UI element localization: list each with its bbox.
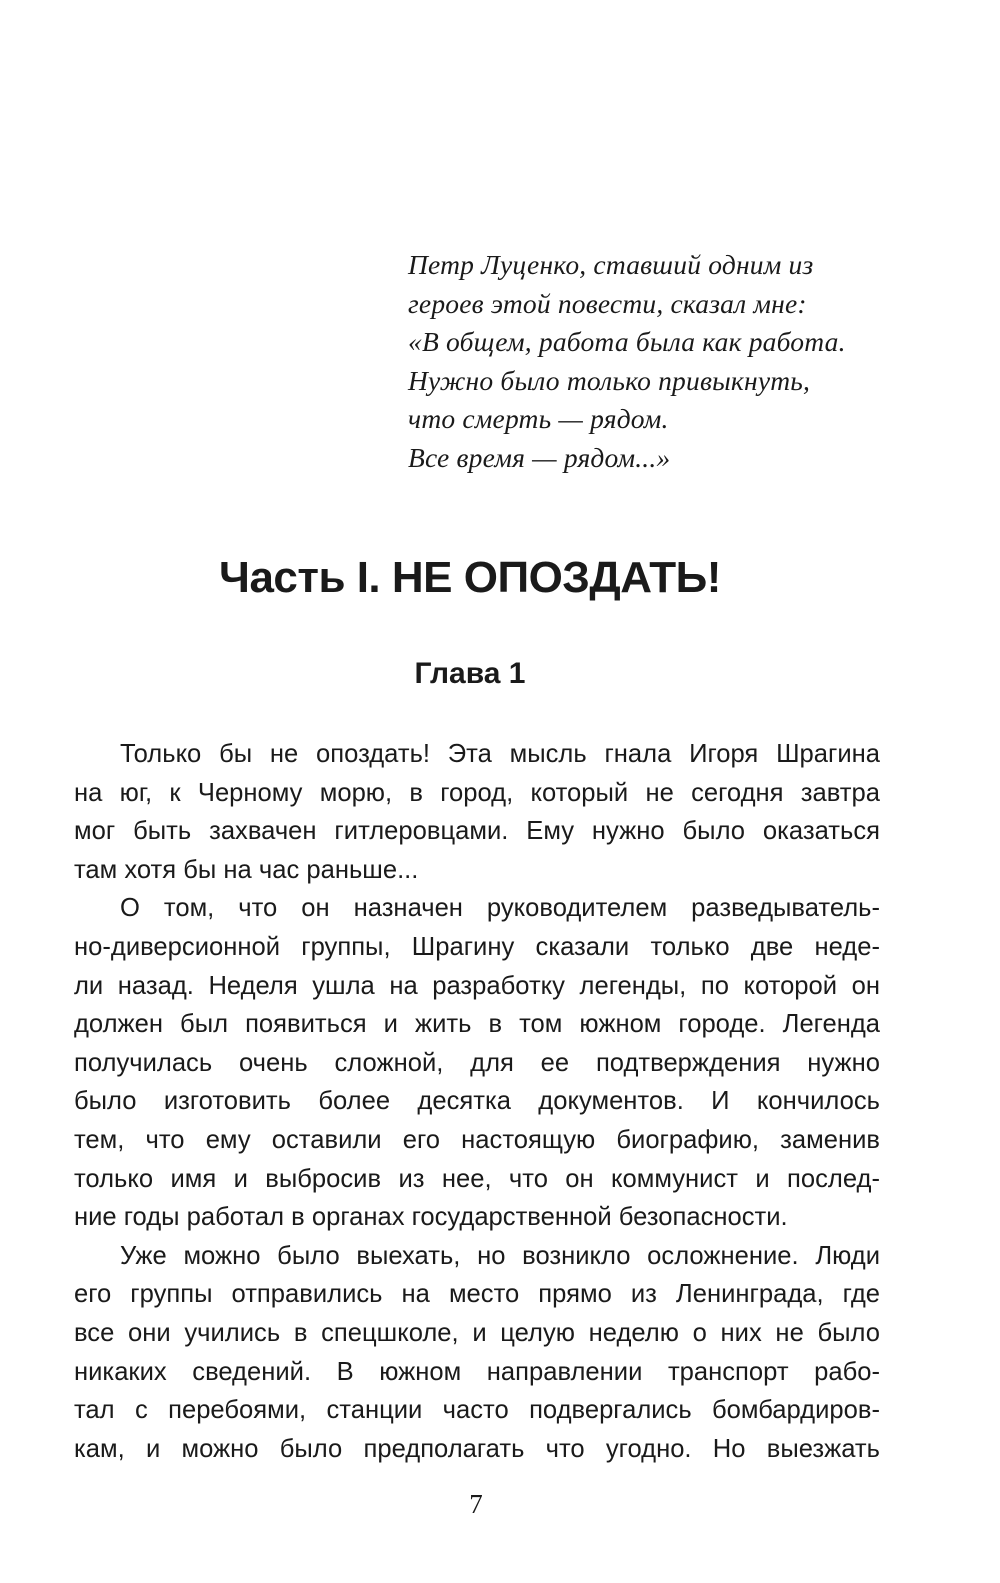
body-line: ли назад. Неделя ушла на разработку легенды, по которой он <box>74 971 880 1000</box>
body-line: на юг, к Черному морю, в город, который не сегодня завтра <box>74 778 880 807</box>
body-line: ние годы работал в органах государственной безопасности. <box>74 1203 788 1232</box>
body-line: все они учились в спецшколе, и целую неделю о них не было <box>74 1318 880 1347</box>
body-line: но-диверсионной группы, Шрагину сказали только две неде- <box>74 932 880 961</box>
page-number: 7 <box>469 1489 483 1519</box>
body-line: только имя и выбросив из нее, что он коммунист и послед- <box>74 1164 880 1193</box>
body-line: там хотя бы на час раньше... <box>74 855 419 884</box>
body-line: кам, и можно было предполагать что угодно. Но выезжать <box>74 1434 880 1463</box>
body-text <box>74 735 880 1468</box>
body-line: Уже можно было выехать, но возникло осложнение. Люди <box>120 1241 880 1270</box>
body-line: получилась очень сложной, для ее подтверждения нужно <box>74 1048 880 1077</box>
body-line: тем, что ему оставили его настоящую биографию, заменив <box>74 1125 880 1154</box>
chapter-title: Глава 1 <box>414 657 526 690</box>
epigraph-line: «В общем, работа была как работа. <box>408 326 846 358</box>
body-line: мог быть захвачен гитлеровцами. Ему нужно было оказаться <box>74 817 880 846</box>
body-line: О том, что он назначен руководителем разведыватель- <box>120 894 880 923</box>
body-line: было изготовить более десятка документов. И кончилось <box>74 1087 880 1116</box>
body-line: его группы отправились на место прямо из Ленинграда, где <box>74 1280 880 1309</box>
epigraph-line: что смерть — рядом. <box>408 403 669 435</box>
body-line: никаких сведений. В южном направлении транспорт рабо- <box>74 1357 880 1386</box>
epigraph-line: Нужно было только привыкнуть, <box>408 364 811 396</box>
body-line: Только бы не опоздать! Эта мысль гнала Игоря Шрагина <box>120 740 880 768</box>
part-title: Часть I. НЕ ОПОЗДАТЬ! <box>219 553 721 602</box>
epigraph-line: героев этой повести, сказал мне: <box>408 287 807 319</box>
body-line: тал с перебоями, станции часто подвергались бомбардиров- <box>74 1396 880 1425</box>
epigraph-line: Все время — рядом...» <box>408 441 671 473</box>
body-line: должен был появиться и жить в том южном городе. Легенда <box>74 1010 880 1039</box>
epigraph <box>408 246 888 478</box>
epigraph-line: Петр Луценко, ставший одним из <box>408 249 814 280</box>
